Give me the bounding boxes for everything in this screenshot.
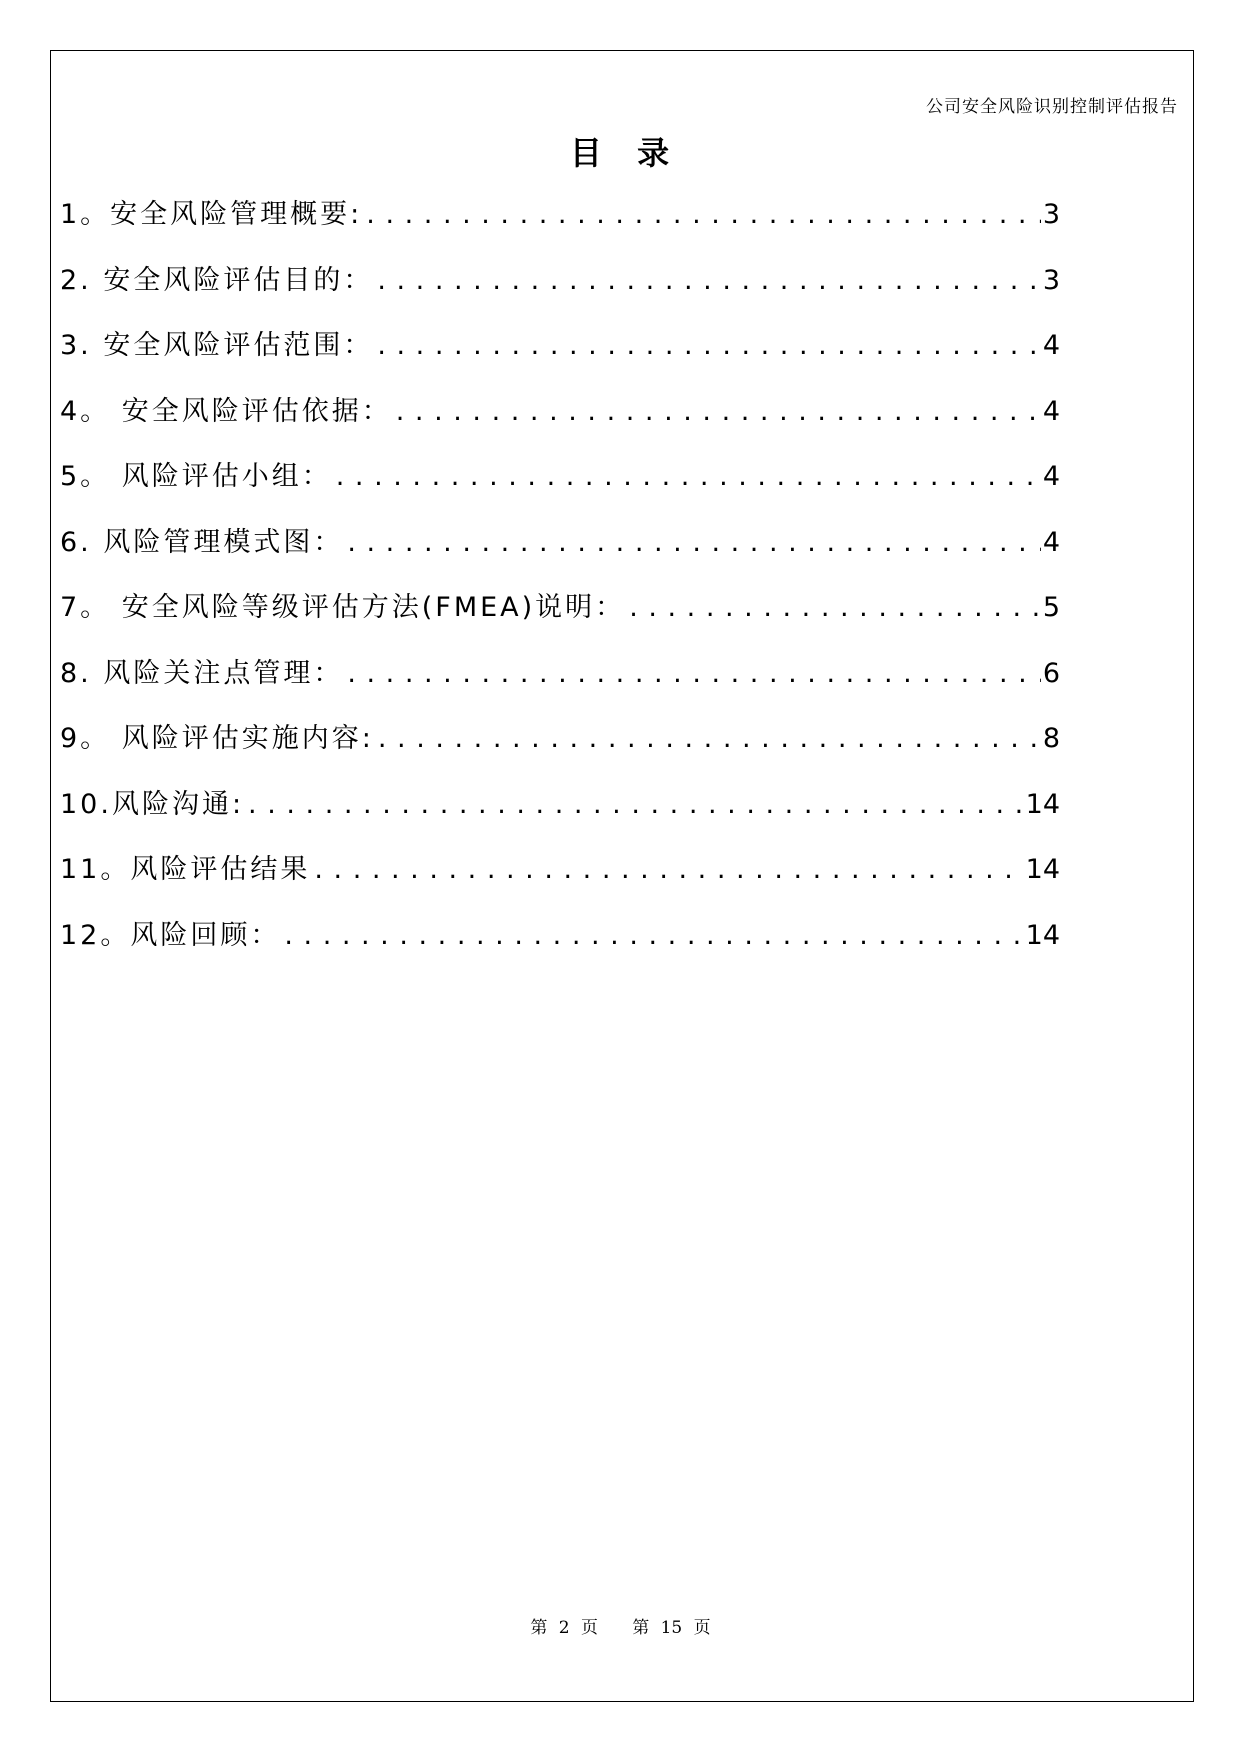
toc-dot-leader [373, 323, 1040, 369]
toc-entry-text: 7。 安全风险等级评估方法(FMEA)说明： [60, 592, 626, 623]
toc-dot-leader [362, 192, 1041, 238]
toc-page-number: 3 [1042, 264, 1060, 296]
toc-entry[interactable] [60, 389, 1060, 455]
toc-entry[interactable] [60, 782, 1060, 848]
toc-page-number: 8 [1042, 723, 1060, 754]
toc-dot-leader [374, 716, 1041, 762]
toc-page-number: 5 [1042, 592, 1060, 623]
toc-page-number: 14 [1025, 788, 1060, 820]
toc-entry-text: 1。安全风险管理概要: [60, 199, 363, 230]
toc-entry[interactable] [60, 454, 1060, 520]
toc-dot-leader [280, 913, 1023, 959]
toc-entry[interactable] [60, 192, 1060, 258]
toc-page-number: 4 [1042, 395, 1060, 427]
toc-dot-leader [343, 520, 1040, 566]
toc-page-number: 14 [1025, 919, 1060, 951]
toc-entry[interactable] [60, 913, 1060, 979]
toc-dot-leader [343, 651, 1040, 697]
toc-page-number: 4 [1042, 330, 1060, 361]
toc-entry-text: 12。风险回顾： [60, 919, 281, 951]
toc-title: 目 录 [569, 134, 672, 172]
toc-entry-text: 4。 安全风险评估依据： [60, 395, 392, 427]
toc-dot-leader [332, 454, 1041, 500]
table-of-contents [60, 192, 1060, 978]
toc-entry-text: 11。风险评估结果 [60, 854, 311, 885]
toc-entry-text: 8. 风险关注点管理： [60, 657, 344, 689]
toc-entry-text: 5。 风险评估小组： [60, 461, 332, 492]
toc-dot-leader [310, 847, 1023, 893]
toc-page-number: 4 [1042, 461, 1060, 492]
toc-entry-text: 10.风险沟通: [60, 788, 245, 820]
toc-entry[interactable] [60, 323, 1060, 389]
toc-page-number: 3 [1042, 199, 1060, 230]
toc-page-number: 6 [1042, 657, 1060, 689]
toc-page-number: 4 [1042, 526, 1060, 558]
toc-entry[interactable] [60, 716, 1060, 782]
toc-entry[interactable] [60, 258, 1060, 324]
toc-dot-leader [373, 258, 1040, 304]
toc-entry[interactable] [60, 651, 1060, 717]
page-footer: 第 2 页 第 15 页 [530, 1618, 711, 1638]
toc-entry[interactable] [60, 520, 1060, 586]
toc-entry-text: 2. 安全风险评估目的： [60, 264, 374, 296]
toc-dot-leader [244, 782, 1024, 828]
toc-entry-text: 6. 风险管理模式图： [60, 526, 344, 558]
toc-dot-leader [625, 585, 1041, 631]
toc-entry-text: 3. 安全风险评估范围： [60, 330, 374, 361]
toc-dot-leader [392, 389, 1041, 435]
running-header: 公司安全风险识别控制评估报告 [926, 97, 1178, 117]
toc-entry-text: 9。 风险评估实施内容: [60, 723, 374, 754]
toc-page-number: 14 [1025, 854, 1060, 885]
toc-entry[interactable] [60, 847, 1060, 913]
toc-entry[interactable] [60, 585, 1060, 651]
